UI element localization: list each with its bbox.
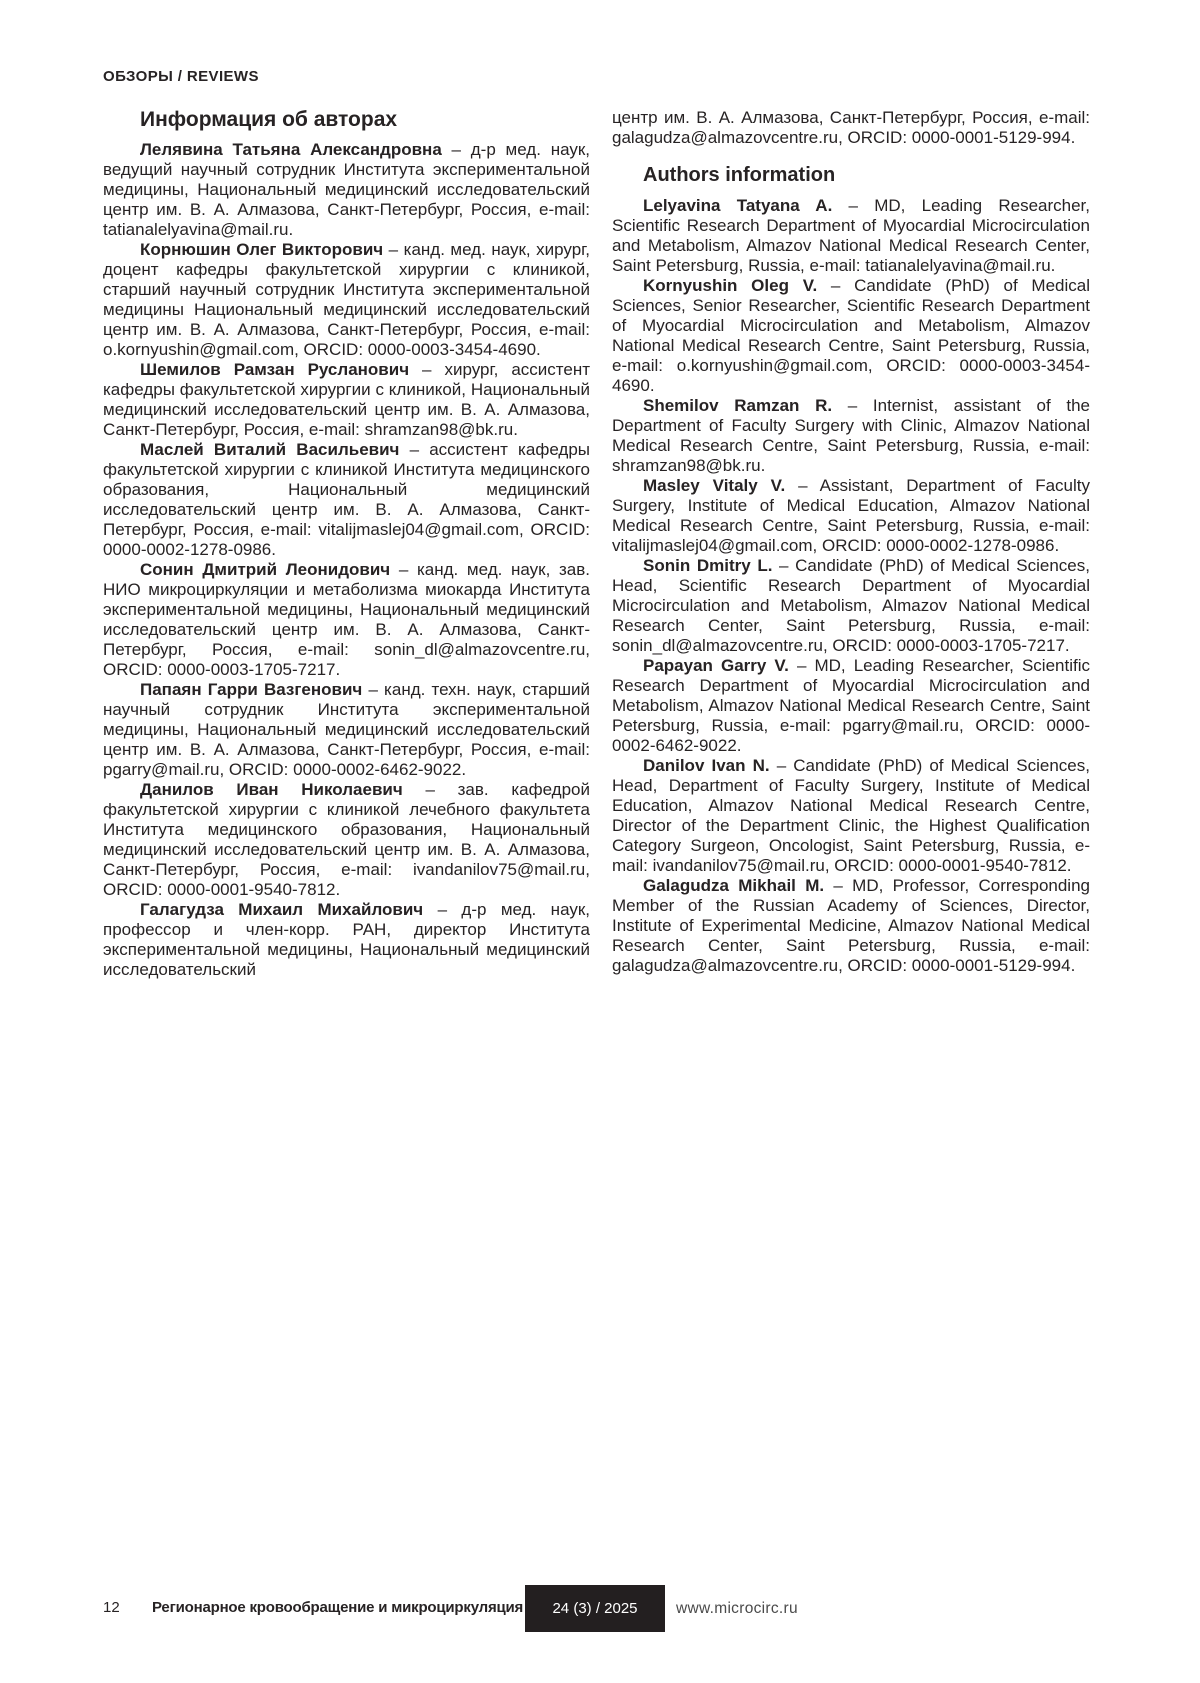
author-name: Shemilov Ramzan R. [643,396,833,415]
author-entry: Папаян Гарри Вазгенович – канд. техн. наук, старший научный сотрудник Института экспериментальной медицины, Национальный медицинский исследовательский центр им. В. А. Алмазова, Санкт-Петербург, Россия, e-mail: pgarry@mail.ru, ORCID: 0000-0002-6462-9022. [103,680,591,779]
column-english [612,96,1090,976]
author-entry: Корнюшин Олег Викторович – канд. мед. наук, хирург, доцент кафедры факультетской хирургии с клиникой, старший научный сотрудник Института экспериментальной медицины Национальный медицинский исследовательский центр им. В. А. Алмазова, Санкт-Петербург, Россия, e-mail: o.kornyushin@gmail.com, ORCID: 0000-0003-3454-4690. [103,240,591,359]
column-russian [103,96,590,980]
author-name: Papayan Garry V. [643,656,789,675]
page-number: 12 [103,1599,120,1616]
author-name: Папаян Гарри Вазгенович [140,680,363,699]
author-entry: Галагудза Михаил Михайлович – д-р мед. наук, профессор и член-корр. РАН, директор Института экспериментальной медицины, Национальный медицинский исследовательский [103,900,590,979]
author-entry: Сонин Дмитрий Леонидович – канд. мед. наук, зав. НИО микроциркуляции и метаболизма миокарда Института экспериментальной медицины, Национальный медицинский исследовательский центр им. В. А. Алмазова, Санкт-Петербург, Россия, e-mail: sonin_dl@almazovcentre.ru, ORCID: 0000-0003-1705-7217. [103,560,590,679]
author-name: Sonin Dmitry L. [643,556,773,575]
section-heading-english: Authors information [643,164,836,186]
author-entry: Маслей Виталий Васильевич – ассистент кафедры факультетской хирургии с клиникой Института медицинского образования, Национальный медицинский исследовательский центр им. В. А. Алмазова, Санкт-Петербург, Россия, e-mail: vitalijmaslej04@gmail.com, ORCID: 0000-0002-1278-0986. [103,440,590,559]
section-heading-russian: Информация об авторах [140,108,398,131]
authors-list-english [612,196,1090,976]
issue-box [525,1585,665,1632]
journal-title: Регионарное кровообращение и микроциркуляция [152,1599,524,1616]
author-entry: Masley Vitaly V. – Assistant, Department of Faculty Surgery, Institute of Medical Education, Almazov National Medical Research Centre, Saint Petersburg, Russia, e-mail: vitalijmaslej04@gmail.com, ORCID: 0000-0002-1278-0986. [612,476,1090,555]
author-entry: Shemilov Ramzan R. – Internist, assistant of the Department of Faculty Surgery with Clinic, Almazov National Medical Research Centre, Saint Petersburg, Russia, e-mail: shramzan98@bk.ru. [612,396,1090,475]
author-entry: Danilov Ivan N. – Candidate (PhD) of Medical Sciences, Head, Department of Faculty Surgery, Institute of Medical Education, Almazov National Medical Research Centre, Director of the Department Clinic, the Highest Qualification Category Surgeon, Oncologist, Saint Petersburg, Russia, e-mail: ivandanilov75@mail.ru, ORCID: 0000-0001-9540-7812. [612,756,1090,875]
author-name: Лелявина Татьяна Александровна [140,140,442,159]
authors-list-russian [103,140,590,980]
author-entry: Sonin Dmitry L. – Candidate (PhD) of Medical Sciences, Head, Scientific Research Department of Myocardial Microcirculation and Metabolism, Almazov National Medical Research Center, Saint Petersburg, Russia, e-mail: sonin_dl@almazovcentre.ru, ORCID: 0000-0003-1705-7217. [612,556,1090,655]
website-url: www.microcirc.ru [676,1600,798,1617]
author-entry: Kornyushin Oleg V. – Candidate (PhD) of Medical Sciences, Senior Researcher, Scientific Research Department of Myocardial Microcirculation and Metabolism, Almazov National Medical Research Centre, Saint Petersburg, Russia, e-mail: o.kornyushin@gmail.com, ORCID: 0000-0003-3454-4690. [612,276,1090,395]
author-name: Галагудза Михаил Михайлович [140,900,424,919]
author-name: Сонин Дмитрий Леонидович [140,560,391,579]
author-name: Galagudza Mikhail M. [643,876,825,895]
author-name: Kornyushin Oleg V. [643,276,818,295]
author-entry: Лелявина Татьяна Александровна – д-р мед. наук, ведущий научный сотрудник Института экспериментальной медицины, Национальный медицинский исследовательский центр им. В. А. Алмазова, Санкт-Петербург, Россия, e-mail: tatianalelyavina@mail.ru. [103,140,591,239]
author-name: Маслей Виталий Васильевич [140,440,400,459]
issue-number: 24 (3) / 2025 [552,1600,638,1617]
author-entry: Данилов Иван Николаевич – зав. кафедрой факультетской хирургии с клиникой лечебного факультета Института медицинского образования, Национальный медицинский исследовательский центр им. В. А. Алмазова, Санкт-Петербург, Россия, e-mail: ivandanilov75@mail.ru, ORCID: 0000-0001-9540-7812. [103,780,590,899]
author-name: Корнюшин Олег Викторович [140,240,384,259]
author-name: Шемилов Рамзан Русланович [140,360,410,379]
running-head: ОБЗОРЫ / REVIEWS [103,68,259,85]
author-name: Lelyavina Tatyana A. [643,196,833,215]
author-entry: Шемилов Рамзан Русланович – хирург, ассистент кафедры факультетской хирургии с клиникой, Национальный медицинский исследовательский центр им. В. А. Алмазова, Санкт-Петербург, Россия, e-mail: shramzan98@bk.ru. [103,360,590,439]
continuation-paragraph: центр им. В. А. Алмазова, Санкт-Петербург, Россия, e-mail: galagudza@almazovcentre.ru, ORCID: 0000-0001-5129-994. [612,108,1090,147]
author-name: Masley Vitaly V. [643,476,786,495]
author-name: Данилов Иван Николаевич [140,780,403,799]
author-entry: Lelyavina Tatyana A. – MD, Leading Researcher, Scientific Research Department of Myocardial Microcirculation and Metabolism, Almazov National Medical Research Center, Saint Petersburg, Russia, e-mail: tatianalelyavina@mail.ru. [612,196,1091,275]
author-entry: Galagudza Mikhail M. – MD, Professor, Corresponding Member of the Russian Academy of Sciences, Director, Institute of Experimental Medicine, Almazov National Medical Research Center, Saint Petersburg, Russia, e-mail: galagudza@almazovcentre.ru, ORCID: 0000-0001-5129-994. [612,876,1090,975]
author-entry: Papayan Garry V. – MD, Leading Researcher, Scientific Research Department of Myocardial Microcirculation and Metabolism, Almazov National Medical Research Centre, Saint Petersburg, Russia, e-mail: pgarry@mail.ru, ORCID: 0000-0002-6462-9022. [612,656,1090,755]
author-name: Danilov Ivan N. [643,756,770,775]
